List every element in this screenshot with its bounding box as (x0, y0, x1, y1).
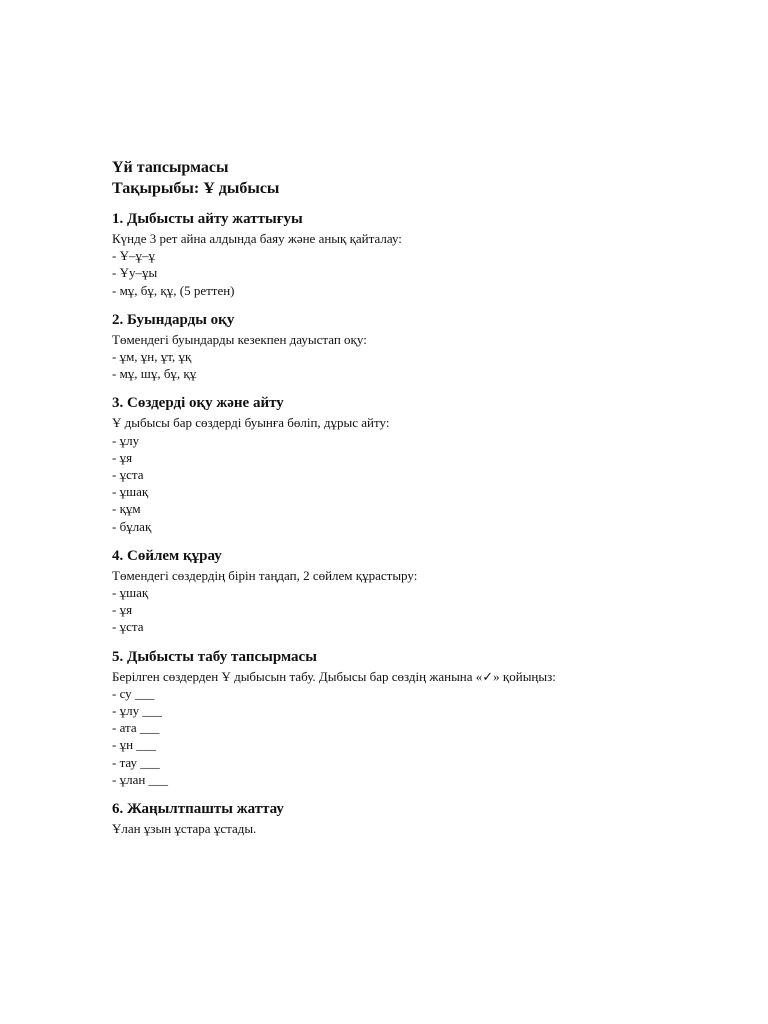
list-item: - құм (112, 501, 141, 517)
section-5 (112, 648, 692, 788)
section-6 (112, 800, 692, 837)
section-intro: Ұлан ұзын ұстара ұстады. (112, 821, 257, 837)
list-item: - тау ___ (112, 754, 160, 770)
list-item: - ұн ___ (112, 737, 156, 753)
list-item: - ұлу (112, 432, 140, 448)
doc-topic: Тақырыбы: Ұ дыбысы (112, 180, 280, 197)
section-heading: 3. Сөздерді оқу және айту (112, 395, 284, 412)
list-item: - ұя (112, 449, 133, 465)
section-2 (112, 311, 692, 383)
list-item: - ұлан ___ (112, 771, 169, 787)
section-heading: 5. Дыбысты табу тапсырмасы (112, 648, 317, 665)
list-item: - ұшақ (112, 585, 149, 601)
section-4 (112, 547, 692, 636)
list-item: - су ___ (112, 685, 155, 701)
list-item: - ұста (112, 619, 144, 635)
list-item: - ұя (112, 602, 133, 618)
list-item: - Ұу–ұы (112, 265, 158, 281)
section-heading: 1. Дыбысты айту жаттығуы (112, 211, 303, 227)
list-item: - ұшақ (112, 484, 149, 500)
section-intro: Берілген сөздерден Ұ дыбысын табу. Дыбысы бар сөздің жанына «✓» қойыңыз: (112, 668, 556, 684)
section-intro: Төмендегі сөздердің бірін таңдап, 2 сөйлем құрастыру: (112, 567, 418, 583)
section-heading: 2. Буындарды оқу (112, 311, 235, 328)
list-item: - Ұ–ұ–ұ (112, 248, 155, 264)
document-page (112, 157, 692, 837)
section-heading: 6. Жаңылтпашты жаттау (112, 801, 284, 818)
list-item: - ұлу ___ (112, 703, 162, 719)
list-item: - ұм, ұн, ұт, ұқ (112, 349, 192, 365)
list-item: - мұ, бұ, құ, (5 реттен) (112, 282, 235, 298)
section-intro: Ұ дыбысы бар сөздерді буынға бөліп, дұрыс айту: (112, 415, 390, 431)
list-item: - ұста (112, 467, 144, 483)
section-1 (112, 210, 692, 299)
section-intro: Күнде 3 рет айна алдында баяу және анық қайталау: (112, 231, 402, 246)
doc-title: Үй тапсырмасы (112, 159, 229, 176)
list-item: - ата ___ (112, 720, 160, 736)
section-3 (112, 394, 692, 534)
section-intro: Төмендегі буындарды кезекпен дауыстап оқу: (112, 331, 367, 347)
list-item: - бұлақ (112, 518, 152, 534)
section-heading: 4. Сөйлем құрау (112, 547, 222, 564)
list-item: - мұ, шұ, бұ, құ (112, 366, 197, 382)
